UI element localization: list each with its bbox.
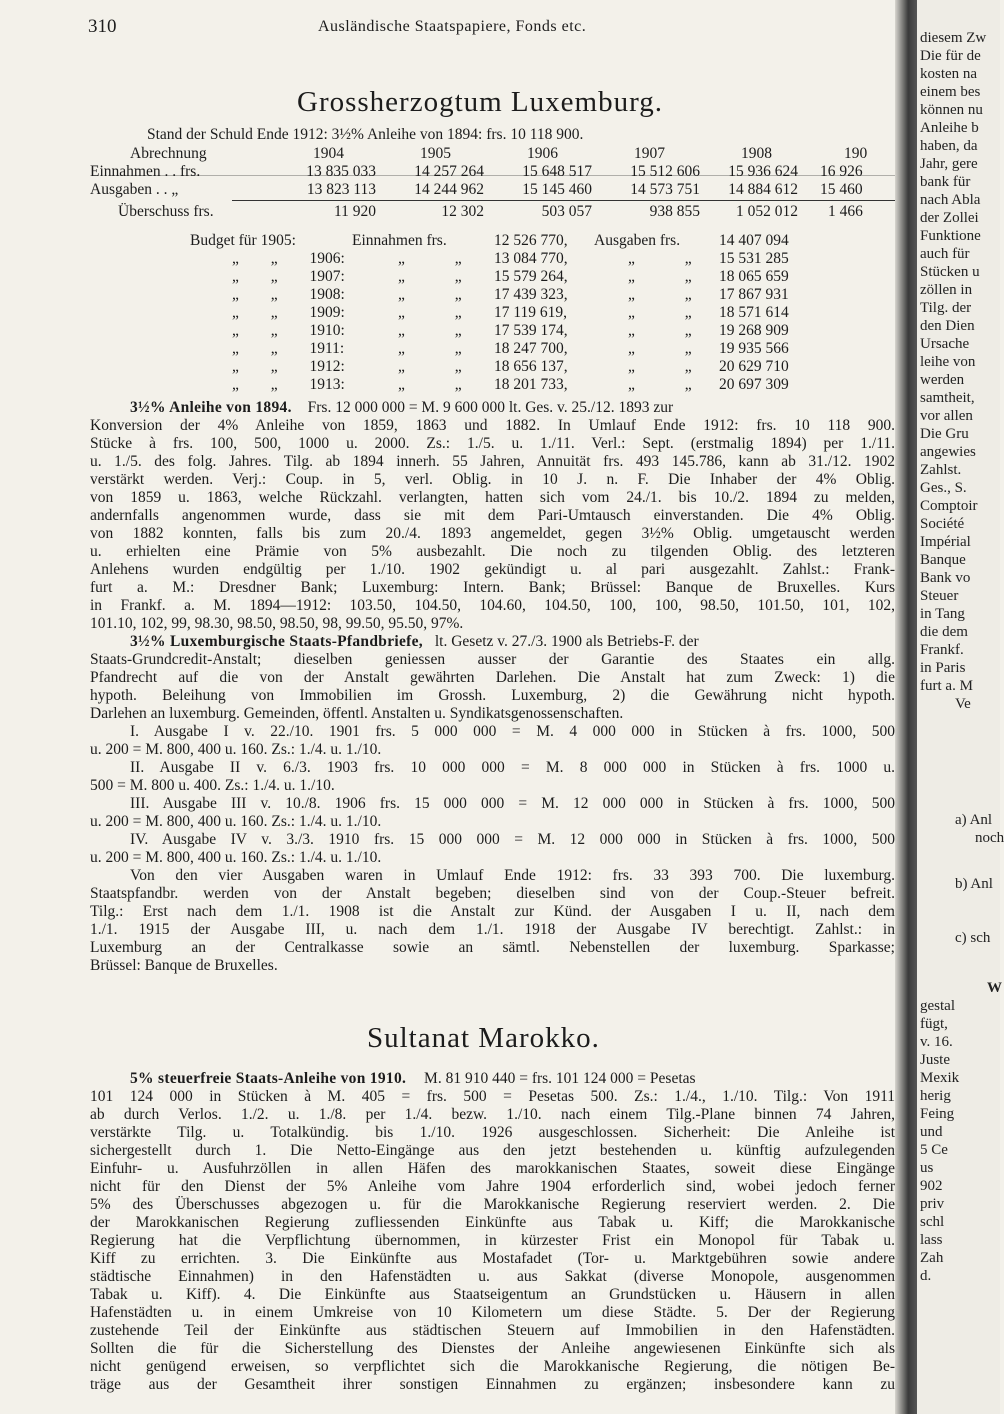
row-label: Einnahmen . . frs.: [90, 163, 201, 180]
row-label: Ausgaben . . „: [90, 181, 179, 198]
text-line: Frs. 12 000 000 = M. 9 600 000 lt. Ges. v. 25./12. 1893 zur: [307, 399, 674, 416]
text-line: Kiff zu errichten. 3. Die Einkünfte aus Mostafadet (Tor- u. Marktgebühren sowie andere: [90, 1250, 895, 1267]
table-cell: 1 052 012: [736, 203, 798, 220]
table-cell: 12 302: [441, 203, 484, 220]
fragment-line: samtheit,: [920, 390, 975, 406]
text-line: Einfuhr- u. Ausfuhrzöllen in allen Häfen des marokkanischen Staates, soweit diese Eingänge: [90, 1160, 895, 1177]
fragment-line: nach Abla: [920, 192, 981, 208]
text-line: Tabak u. Kiff). 4. Die Einkünfte aus Staatseigentum an Grundstücken u. Häusern in allen: [90, 1286, 895, 1303]
text-line: I. Ausgabe I v. 22./10. 1901 frs. 5 000 000 = M. 4 000 000 in Stücken à frs. 1000, 500: [130, 723, 895, 740]
fragment-line: der Zollei: [920, 210, 979, 226]
table-cell: 11 920: [333, 203, 376, 220]
fragment-line: W: [987, 980, 1002, 996]
table-cell: 16 926: [820, 163, 863, 180]
fragment-line: b) Anl: [955, 876, 993, 892]
table-header-year: 190: [844, 145, 868, 162]
text-line: 500 = M. 800 u. 400. Zs.: 1./4. u. 1./10.: [90, 777, 335, 794]
text-line: 1./1. 1915 der Ausgabe III, u. nach dem 1./1. 1918 der Ausgabe IV berechtigt. Zahlst.: in: [90, 921, 895, 938]
fragment-line: Comptoir: [920, 498, 978, 514]
table-header-year: 1906: [527, 145, 558, 162]
fragment-line: a) Anl: [955, 812, 993, 828]
table-cell: 15 936 624: [728, 163, 798, 180]
fragment-line: Ve: [955, 696, 971, 712]
marokko-anleihe-heading: 5% steuerfreie Staats-Anleihe von 1910.: [130, 1070, 407, 1087]
text-line: sichergestellt durch 1. Die Netto-Eingänge aus den jetzt bestehenden u. künftig aufzulegenden: [90, 1142, 895, 1159]
budget-aus-value: 15 531 285: [719, 250, 789, 267]
text-line: zustehende Teil der Einkünfte aus städtischen Steuern auf Immobilien in den Hafenstädten.: [90, 1322, 895, 1339]
budget-aus-label: „ „: [628, 304, 692, 321]
adjacent-page-fragment: [917, 0, 1004, 1414]
table-cell: 13 835 033: [306, 163, 376, 180]
fragment-line: Banque: [920, 552, 966, 568]
budget-label: „ „ 1907:: [232, 268, 345, 285]
debt-status-line: Stand der Schuld Ende 1912: 3½% Anleihe von 1894: frs. 10 118 900.: [147, 126, 584, 143]
budget-aus-value: 18 571 614: [719, 304, 789, 321]
fragment-line: Impérial: [920, 534, 971, 550]
budget-ein-label: „ „: [398, 340, 462, 357]
text-line: 101.10, 102, 99, 98.30, 98.50, 98.50, 98, 99.50, 95.50, 97%.: [90, 615, 464, 632]
budget-aus-label: „ „: [628, 286, 692, 303]
budget-label: „ „ 1908:: [232, 286, 345, 303]
fragment-line: kosten na: [920, 66, 978, 82]
budget-aus-value: 19 935 566: [719, 340, 789, 357]
text-line: Anlehens wurden endgültig per 1./10. 1902 gekündigt u. al pari ausgezahlt. Zahlst.: Frank-: [90, 561, 895, 578]
table-cell: 15 145 460: [522, 181, 592, 198]
table-cell: 15 512 606: [630, 163, 700, 180]
fragment-line: haben, da: [920, 138, 978, 154]
fragment-line: gestal: [920, 998, 955, 1014]
text-line: 5% des Überschusses abgezogen u. für die Marokkanische Regierung reserviert werden. 2. Die: [90, 1196, 895, 1213]
fragment-line: und: [920, 1124, 943, 1140]
table-cell: 14 244 962: [414, 181, 484, 198]
fragment-line: diesem Zw: [920, 30, 987, 46]
text-line: ab durch Verlos. 1./2. u. 1./8. per 1./4. bezw. 1./10. nach einem Tilg.-Plane binnen 74 Jahren,: [90, 1106, 895, 1123]
budget-label: „ „ 1913:: [232, 376, 345, 393]
text-line: III. Ausgabe III v. 10./8. 1906 frs. 15 000 000 = M. 12 000 000 in Stücken à frs. 1000, 500: [130, 795, 895, 812]
fragment-line: Frankf.: [920, 642, 964, 658]
table-cell: 15 460: [820, 181, 863, 198]
book-gutter: [895, 0, 917, 1414]
table-cell: 14 257 264: [414, 163, 484, 180]
budget-aus-value: 20 629 710: [719, 358, 789, 375]
budget-ein-label: „ „: [398, 358, 462, 375]
budget-aus-value: 18 065 659: [719, 268, 789, 285]
table-cell: 503 057: [541, 203, 592, 220]
table-header-label: Abrechnung: [130, 145, 207, 162]
text-line: II. Ausgabe II v. 6./3. 1903 frs. 10 000 000 = M. 8 000 000 in Stücken à frs. 1000 u.: [130, 759, 895, 776]
fragment-line: Ges., S.: [920, 480, 967, 496]
text-line: u. 200 = M. 800, 400 u. 160. Zs.: 1./4. u. 1./10.: [90, 849, 382, 866]
budget-ein-value: 17 119 619,: [494, 304, 568, 321]
budget-label: „ „ 1911:: [232, 340, 345, 357]
budget-aus-label: „ „: [628, 250, 692, 267]
text-line: verstärkt werden. Verj.: Coup. in 5, verl. Oblig. in 10 J. n. F. Die Inhaber der 4% Oblig.: [90, 471, 895, 488]
fragment-line: auch für: [920, 246, 970, 262]
fragment-line: c) sch: [955, 930, 991, 946]
fragment-line: zöllen in: [920, 282, 973, 298]
fragment-line: Anleihe b: [920, 120, 979, 136]
text-line: in Frankf. a. M. 1894—1912: 103.50, 104.50, 104.60, 104.50, 100, 100, 98.50, 101.50, 101, 102,: [90, 597, 895, 614]
text-line: Darlehen an luxemburg. Gemeinden, öffentl. Anstalten u. Syndikatsgenossenschaften.: [90, 705, 624, 722]
text-line: u. 200 = M. 800, 400 u. 160. Zs.: 1./4. u. 1./10.: [90, 813, 382, 830]
sum-rule: [232, 200, 895, 201]
fragment-line: lass: [920, 1232, 943, 1248]
text-line: Regierung hat die Verpflichtung übernommen, in kürzester Frist ein Monopol für Tabak u.: [90, 1232, 895, 1249]
fragment-line: furt a. M: [920, 678, 973, 694]
budget-ein-label: „ „: [398, 268, 462, 285]
budget-ein-label: Einnahmen frs.: [352, 232, 447, 249]
text-line: städtische Einnahmen) in den Hafenstädten u. aus Sakkat (diverse Monopole, ausgenommen: [90, 1268, 895, 1285]
budget-ein-value: 18 201 733,: [494, 376, 568, 393]
budget-aus-label: „ „: [628, 322, 692, 339]
fragment-line: d.: [920, 1268, 932, 1284]
table-cell: 15 648 517: [522, 163, 592, 180]
fragment-line: 5 Ce: [920, 1142, 948, 1158]
table-cell: 13 823 113: [306, 181, 376, 198]
row-label: Überschuss frs.: [118, 203, 214, 220]
section-title-marokko: Sultanat Marokko.: [367, 1022, 600, 1054]
fragment-line: Feing: [920, 1106, 955, 1122]
budget-label: „ „ 1912:: [232, 358, 345, 375]
fragment-line: schl: [920, 1214, 945, 1230]
fragment-line: Ursache: [920, 336, 970, 352]
budget-ein-value: 18 656 137,: [494, 358, 568, 375]
budget-ein-label: „ „: [398, 250, 462, 267]
fragment-line: fügt,: [920, 1016, 948, 1032]
fragment-line: Die Gru: [920, 426, 969, 442]
fragment-line: werden: [920, 372, 965, 388]
budget-label: „ „ 1909:: [232, 304, 345, 321]
table-cell: 1 466: [828, 203, 863, 220]
table-cell: 938 855: [649, 203, 700, 220]
text-line: u. 1./5. des folg. Jahres. Tilg. ab 1894 innerh. 55 Jahren, Annuität frs. 493 145.786, kann ab 31./12. 1902: [90, 453, 895, 470]
text-line: der Marokkanischen Regierung zufliessenden Einkünfte aus Tabak u. Kiff; die Marokkanische: [90, 1214, 895, 1231]
page-number: 310: [88, 16, 117, 37]
text-line: Luxemburg an der Centralkasse sowie an sämtl. Nebenstellen der luxemburg. Sparkasse;: [90, 939, 895, 956]
table-cell: 14 884 612: [728, 181, 798, 198]
fragment-line: noch: [975, 830, 1004, 846]
text-line: Brüssel: Banque de Bruxelles.: [90, 957, 278, 974]
text-line: Tilg.: Erst nach dem 1./1. 1908 ist die Anstalt zur Künd. der Ausgaben I u. II, nach dem: [90, 903, 895, 920]
text-line: IV. Ausgabe IV v. 3./3. 1910 frs. 15 000 000 = M. 12 000 000 in Stücken à frs. 1000, 500: [130, 831, 895, 848]
table-cell: 14 573 751: [630, 181, 700, 198]
budget-ein-label: „ „: [398, 286, 462, 303]
text-line: Pfandrecht auf die von der Anstalt gewährten Darlehen. Die Anstalt hat zum Zweck: 1) die: [90, 669, 895, 686]
table-header-year: 1908: [741, 145, 772, 162]
text-line: nicht für den Dienst der 5% Anleihe vom Jahre 1904 erforderlich sind, wobei jedoch ferner: [90, 1178, 895, 1195]
text-line: von 1882 konnten, falls bis zum 20./4. 1893 angemeldet, gegen 3½% Oblig. umgetauscht werden: [90, 525, 895, 542]
text-line: Von den vier Ausgaben waren in Umlauf Ende 1912: frs. 33 393 700. Die luxemburg.: [130, 867, 895, 884]
budget-aus-value: 14 407 094: [719, 232, 789, 249]
table-header-year: 1905: [420, 145, 451, 162]
text-line: u. 200 = M. 800, 400 u. 160. Zs.: 1./4. u. 1./10.: [90, 741, 382, 758]
budget-label: „ „ 1910:: [232, 322, 345, 339]
text-line: u. erhielten eine Prämie von 5% ausbezahlt. Die noch zu tilgenden Oblig. des letzteren: [90, 543, 895, 560]
fragment-line: Zahlst.: [920, 462, 962, 478]
fragment-line: Steuer: [920, 588, 959, 604]
text-line: Staatspfandbr. werden von der Anstalt begeben; dieselben sind von der Coup.-Steuer befreit.: [90, 885, 895, 902]
fragment-line: Société: [920, 516, 965, 532]
fragment-line: 902: [920, 1178, 943, 1194]
budget-ein-label: „ „: [398, 304, 462, 321]
text-line: verstärkte Tilg. u. Totalkündig. bis 1./10. 1926 ausgeschlossen. Sicherheit: Die Anleihe ist: [90, 1124, 895, 1141]
fragment-line: Funktione: [920, 228, 981, 244]
fragment-line: Bank vo: [920, 570, 971, 586]
budget-label: Budget für 1905:: [190, 232, 296, 249]
fragment-line: Zah: [920, 1250, 944, 1266]
fragment-line: Jahr, gere: [920, 156, 978, 172]
fragment-line: Die für de: [920, 48, 981, 64]
fragment-line: Stücken u: [920, 264, 980, 280]
text-line: Sollten die für die Sicherstellung des Dienstes der Anleihe angewiesenen Einkünfte sich als: [90, 1340, 895, 1357]
fragment-line: us: [920, 1160, 934, 1176]
fragment-line: angewies: [920, 444, 976, 460]
text-line: furt a. M.: Dresdner Bank; Luxemburg: Intern. Bank; Brüssel: Banque de Bruxelles. Kurs: [90, 579, 895, 596]
budget-ein-value: 18 247 700,: [494, 340, 568, 357]
text-line: andernfalls angenommen wurde, dass sie mit dem Pari-Umtausch einverstanden. Die 4% Oblig.: [90, 507, 895, 524]
budget-aus-label: „ „: [628, 376, 692, 393]
fragment-line: einem bes: [920, 84, 981, 100]
budget-aus-value: 19 268 909: [719, 322, 789, 339]
table-header-year: 1904: [313, 145, 344, 162]
fragment-line: die dem: [920, 624, 968, 640]
text-line: Stücke à frs. 100, 500, 1000 u. 2000. Zs.: 1./5. u. 1./11. Verl.: Sept. (erstmalig 1894) per 1./11.: [90, 435, 895, 452]
budget-aus-value: 17 867 931: [719, 286, 789, 303]
pfandbriefe-heading: 3½% Luxemburgische Staats-Pfandbriefe,: [130, 633, 423, 650]
fragment-line: den Dien: [920, 318, 975, 334]
budget-ein-label: „ „: [398, 322, 462, 339]
anleihe-heading: 3½% Anleihe von 1894.: [130, 399, 292, 416]
table-header-year: 1907: [634, 145, 665, 162]
fragment-line: v. 16.: [920, 1034, 953, 1050]
text-line: träge aus der Gesamtheit ihrer sonstigen Einnahmen zu ergänzen; insbesondere kann zu: [90, 1376, 895, 1393]
budget-ein-value: 13 084 770,: [494, 250, 568, 267]
budget-ein-value: 17 539 174,: [494, 322, 568, 339]
fragment-line: vor allen: [920, 408, 973, 424]
budget-ein-value: 15 579 264,: [494, 268, 568, 285]
running-title: Ausländische Staatspapiere, Fonds etc.: [318, 18, 587, 35]
budget-label: „ „ 1906:: [232, 250, 345, 267]
text-line: 101 124 000 in Stücken à M. 405 = frs. 500 = Pesetas 500. Zs.: 1./4., 1./10. Tilg.: Von 1911: [90, 1088, 895, 1105]
budget-ein-value: 12 526 770,: [494, 232, 568, 249]
budget-ein-value: 17 439 323,: [494, 286, 568, 303]
budget-aus-label: „ „: [628, 340, 692, 357]
text-line: Konversion der 4% Anleihe von 1859, 1863 und 1882. In Umlauf Ende 1912: frs. 10 118 900.: [90, 417, 895, 434]
budget-aus-label: „ „: [628, 358, 692, 375]
text-line: von 1859 u. 1863, welche Rückzahl. verlangten, hatten sich vom 24./1. bis 10./2. 1894 zu melden,: [90, 489, 895, 506]
budget-ein-label: „ „: [398, 376, 462, 393]
budget-aus-label: „ „: [628, 268, 692, 285]
text-line: nicht genügend erweisen, so verpflichtet sich die Marokkanische Regierung, die nötigen Be-: [90, 1358, 895, 1375]
fragment-line: Tilg. der: [920, 300, 972, 316]
text-line: M. 81 910 440 = frs. 101 124 000 = Pesetas: [424, 1070, 696, 1087]
fragment-line: priv: [920, 1196, 945, 1212]
text-line: hypoth. Beleihung von Immobilien im Grossh. Luxemburg, 2) die Gewährung nicht hypoth.: [90, 687, 895, 704]
fragment-line: Juste: [920, 1052, 950, 1068]
text-line: lt. Gesetz v. 27./3. 1900 als Betriebs-F. der: [434, 633, 699, 650]
budget-aus-value: 20 697 309: [719, 376, 789, 393]
budget-aus-label: Ausgaben frs.: [594, 232, 681, 249]
text-line: Hafenstädten u. in einem Umkreise von 10 Kilometern um diese Städte. 5. Der der Regierung: [90, 1304, 895, 1321]
fragment-line: leihe von: [920, 354, 976, 370]
fragment-line: in Paris: [920, 660, 966, 676]
fragment-line: bank für: [920, 174, 971, 190]
fragment-line: herig: [920, 1088, 951, 1104]
fragment-line: können nu: [920, 102, 983, 118]
fragment-line: in Tang: [920, 606, 965, 622]
fragment-line: Mexik: [920, 1070, 960, 1086]
text-line: Staats-Grundcredit-Anstalt; dieselben geniessen ausser der Garantie des Staates ein allg.: [90, 651, 895, 668]
section-title-luxemburg: Grossherzogtum Luxemburg.: [297, 86, 663, 118]
